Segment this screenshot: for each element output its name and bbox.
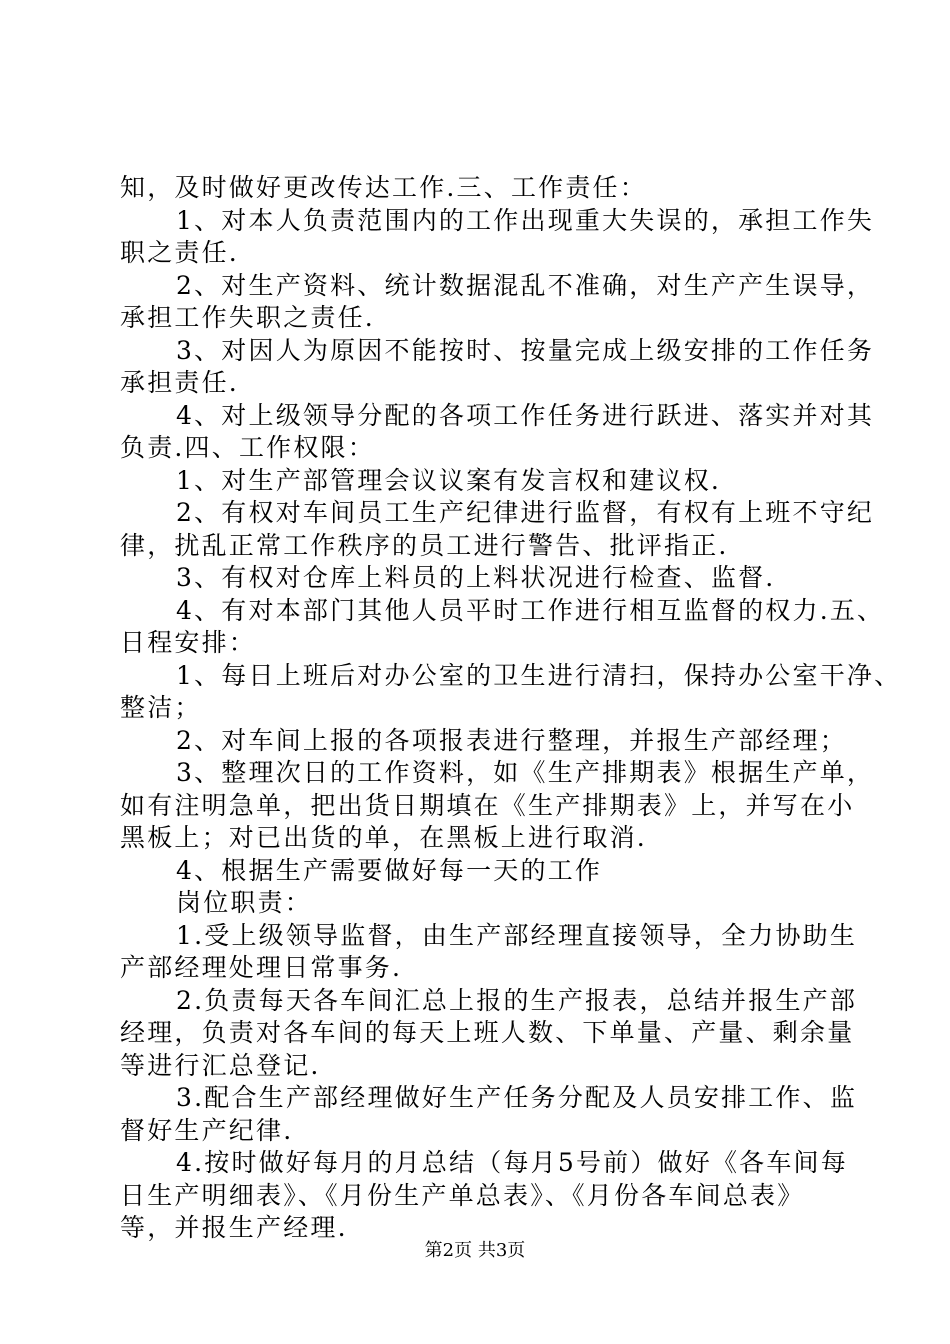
text-line: 4、对上级领导分配的各项工作任务进行跃进、落实并对其 [176,400,875,430]
text-line: 律，扰乱正常工作秩序的员工进行警告、批评指正. [120,530,729,560]
text-line: 职之责任. [120,238,239,267]
text-line: 4、有对本部门其他人员平时工作进行相互监督的权力.五、 [176,595,885,625]
text-line: 承担责任. [120,368,239,397]
text-line: 1、对生产部管理会议议案有发言权和建议权. [176,465,722,495]
text-line: 经理，负责对各车间的每天上班人数、下单量、产量、剩余量 [120,1018,855,1047]
text-line: 如有注明急单，把出货日期填在《生产排期表》上，并写在小 [120,790,855,820]
text-line: 3、对因人为原因不能按时、按量完成上级安排的工作任务 [176,335,875,365]
text-line: 1、每日上班后对办公室的卫生进行清扫，保持办公室干净、 [176,660,902,690]
text-line: 2、有权对车间员工生产纪律进行监督，有权有上班不守纪 [176,498,875,527]
text-line: 黑板上；对已出货的单，在黑板上进行取消. [120,823,647,852]
text-line: 2.负责每天各车间汇总上报的生产报表，总结并报生产部 [176,985,858,1015]
text-line: 负责.四、工作权限： [120,433,375,462]
text-line: 3、整理次日的工作资料，如《生产排期表》根据生产单， [176,758,875,787]
text-line: 等，并报生产经理. [120,1213,348,1242]
text-line: 4.按时做好每月的月总结（每月5号前）做好《各车间每 [176,1148,848,1177]
text-line: 3.配合生产部经理做好生产任务分配及人员安排工作、监 [176,1083,858,1112]
text-line: 等进行汇总登记. [120,1050,321,1080]
text-line: 2、对生产资料、统计数据混乱不准确，对生产产生误导， [176,270,875,300]
text-line: 整洁； [120,693,202,722]
text-line: 2、对车间上报的各项报表进行整理，并报生产部经理； [176,725,847,755]
text-line: 4、根据生产需要做好每一天的工作 [176,855,603,885]
text-line: 1、对本人负责范围内的工作出现重大失误的，承担工作失 [176,205,875,235]
text-line: 3、有权对仓库上料员的上料状况进行检查、监督. [176,563,776,592]
text-line: 岗位职责： [176,888,313,917]
text-line: 日生产明细表》、《月份生产单总表》、《月份各车间总表》 [120,1180,805,1210]
text-line: 承担工作失职之责任. [120,303,375,332]
text-line: 督好生产纪律. [120,1115,294,1145]
page-footer: 第2页 共3页 [424,1240,526,1261]
text-line: 产部经理处理日常事务. [120,953,403,982]
document-body [120,172,902,1245]
text-line: 知，及时做好更改传达工作.三、工作责任： [120,173,647,202]
text-line: 1.受上级领导监督，由生产部经理直接领导，全力协助生 [176,920,858,950]
text-line: 日程安排： [120,628,257,657]
